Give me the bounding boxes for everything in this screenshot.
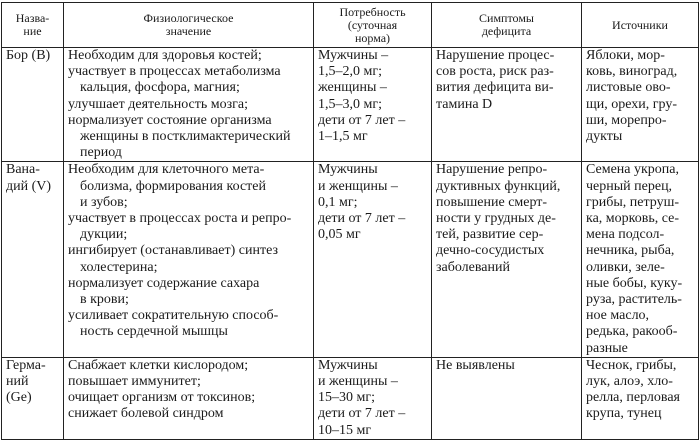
- text-line: Вана-: [6, 162, 40, 178]
- text-line: грибы, петруш-: [586, 194, 680, 210]
- header-name: [2, 3, 64, 48]
- cell-symptoms: [432, 357, 582, 439]
- text-line: дети от 7 лет –: [318, 211, 406, 227]
- text-line: холестерина;: [80, 259, 158, 275]
- text-line: женщины –: [318, 80, 387, 96]
- text-line: повышает иммунитет;: [68, 374, 201, 390]
- table-row: [2, 162, 699, 357]
- cell-element-name: [2, 48, 64, 162]
- text-line: оливки, зеле-: [586, 259, 665, 275]
- text-line: дуктивных функций,: [436, 178, 561, 194]
- text-line: 1,5–2,0 мг;: [318, 64, 382, 80]
- text-line: дукты: [586, 129, 623, 145]
- text-line: ши, морепро-: [586, 112, 667, 128]
- cell-function: [64, 357, 314, 439]
- text-line: Мужчины –: [318, 48, 389, 63]
- text-line: период: [80, 145, 122, 161]
- text-line: Чеснок, грибы,: [586, 357, 677, 373]
- text-line: релла, перловая: [586, 390, 680, 406]
- cell-element-name: [2, 357, 64, 439]
- table-row: [2, 357, 699, 439]
- cell-need: [314, 357, 432, 439]
- text-line: ности у грудных де-: [436, 211, 556, 227]
- text-line: ингибирует (останавливает) синтез: [68, 243, 278, 259]
- table-header-row: [2, 3, 699, 48]
- text-line: дефицита: [481, 24, 532, 38]
- text-line: вития дефицита ви-: [436, 80, 554, 96]
- text-line: Семена укропа,: [586, 162, 680, 178]
- text-line: 15–30 мг;: [318, 390, 375, 406]
- text-line: снижает болевой синдром: [68, 406, 224, 422]
- header-sources: [582, 3, 699, 48]
- text-line: 1–1,5 мг: [318, 129, 368, 145]
- text-line: (суточная: [347, 17, 398, 32]
- text-line: женщины в постклимактерический: [80, 129, 291, 145]
- text-line: 0,1 мг;: [318, 194, 358, 210]
- text-line: 10–15 мг: [318, 422, 372, 438]
- text-line: дукции;: [80, 227, 128, 243]
- text-line: Мужчины: [318, 162, 378, 178]
- text-line: лук, алоэ, хло-: [586, 374, 673, 390]
- text-line: Снабжает клетки кислородом;: [68, 357, 249, 373]
- text-line: участвует в процессах метаболизма: [68, 64, 281, 80]
- text-line: (Ge): [6, 390, 32, 406]
- text-line: сов роста, риск раз-: [436, 64, 554, 80]
- text-line: заболеваний: [436, 259, 510, 275]
- text-line: черный перец,: [586, 178, 673, 194]
- text-line: значение: [165, 24, 212, 38]
- text-line: ние: [23, 24, 42, 38]
- header-need: [314, 3, 432, 48]
- text-line: тей, развитие сер-: [436, 227, 544, 243]
- text-line: повышение смерт-: [436, 194, 548, 210]
- text-line: Нарушение процес-: [436, 48, 555, 63]
- text-line: Назва-: [15, 11, 50, 25]
- cell-function: [64, 162, 314, 357]
- text-line: 0,05 мг: [318, 227, 361, 243]
- text-line: Нарушение репро-: [436, 162, 548, 178]
- text-line: 1,5–3,0 мг;: [318, 96, 382, 112]
- cell-element-name: [2, 162, 64, 357]
- text-line: норма): [354, 30, 391, 45]
- text-line: Не выявлены: [436, 357, 515, 373]
- text-line: Бор (В): [6, 48, 51, 63]
- text-line: разные: [586, 340, 628, 356]
- text-line: ний: [6, 374, 29, 390]
- text-line: в крови;: [80, 292, 129, 308]
- text-line: руза, раститель-: [586, 292, 682, 308]
- text-line: ность сердечной мышцы: [80, 324, 228, 340]
- text-line: дети от 7 лет –: [318, 112, 406, 128]
- text-line: нечника, рыба,: [586, 243, 675, 259]
- text-line: Физиологическое: [143, 11, 234, 25]
- text-line: и зубов;: [80, 194, 128, 210]
- text-line: нормализует состояние организма: [68, 112, 272, 128]
- microelements-table: [1, 2, 699, 440]
- text-line: усиливает сократительную способ-: [68, 308, 279, 324]
- text-line: нормализует содержание сахара: [68, 275, 260, 291]
- text-line: участвует в процессах роста и репро-: [68, 211, 292, 227]
- text-line: Источники: [612, 17, 668, 32]
- text-line: дети от 7 лет –: [318, 406, 406, 422]
- text-line: тамина D: [436, 96, 493, 112]
- cell-need: [314, 162, 432, 357]
- text-line: Потребность: [339, 4, 406, 19]
- text-line: ные бобы, куку-: [586, 275, 683, 291]
- text-line: дий (V): [6, 178, 52, 194]
- header-function: [64, 3, 314, 48]
- text-line: ное масло,: [586, 308, 650, 324]
- text-line: ка, морковь, се-: [586, 211, 680, 227]
- text-line: болизма, формирования костей: [80, 178, 266, 194]
- text-line: мена подсол-: [586, 227, 665, 243]
- table-row: [2, 48, 699, 162]
- header-symptoms: [432, 3, 582, 48]
- text-line: и женщины –: [318, 178, 398, 194]
- text-line: Симптомы: [479, 11, 534, 25]
- text-line: ковь, виноград,: [586, 64, 678, 80]
- cell-symptoms: [432, 48, 582, 162]
- text-line: редька, ракооб-: [586, 324, 678, 340]
- cell-need: [314, 48, 432, 162]
- cell-symptoms: [432, 162, 582, 357]
- text-line: дечно-сосудистых: [436, 243, 545, 259]
- cell-sources: [582, 357, 699, 439]
- cell-function: [64, 48, 314, 162]
- text-line: крупа, тунец: [586, 406, 662, 422]
- text-line: Необходим для клеточного мета-: [68, 162, 265, 178]
- text-line: щи, орехи, гру-: [586, 96, 678, 112]
- text-line: Герма-: [6, 357, 46, 373]
- text-line: Необходим для здоровья костей;: [68, 48, 262, 63]
- text-line: Мужчины: [318, 357, 378, 373]
- cell-sources: [582, 162, 699, 357]
- cell-sources: [582, 48, 699, 162]
- text-line: очищает организм от токсинов;: [68, 390, 256, 406]
- text-line: и женщины –: [318, 374, 398, 390]
- text-line: Яблоки, мор-: [586, 48, 665, 63]
- text-line: кальция, фосфора, магния;: [80, 80, 240, 96]
- text-line: листовые ово-: [586, 80, 671, 96]
- text-line: улучшает деятельность мозга;: [68, 96, 249, 112]
